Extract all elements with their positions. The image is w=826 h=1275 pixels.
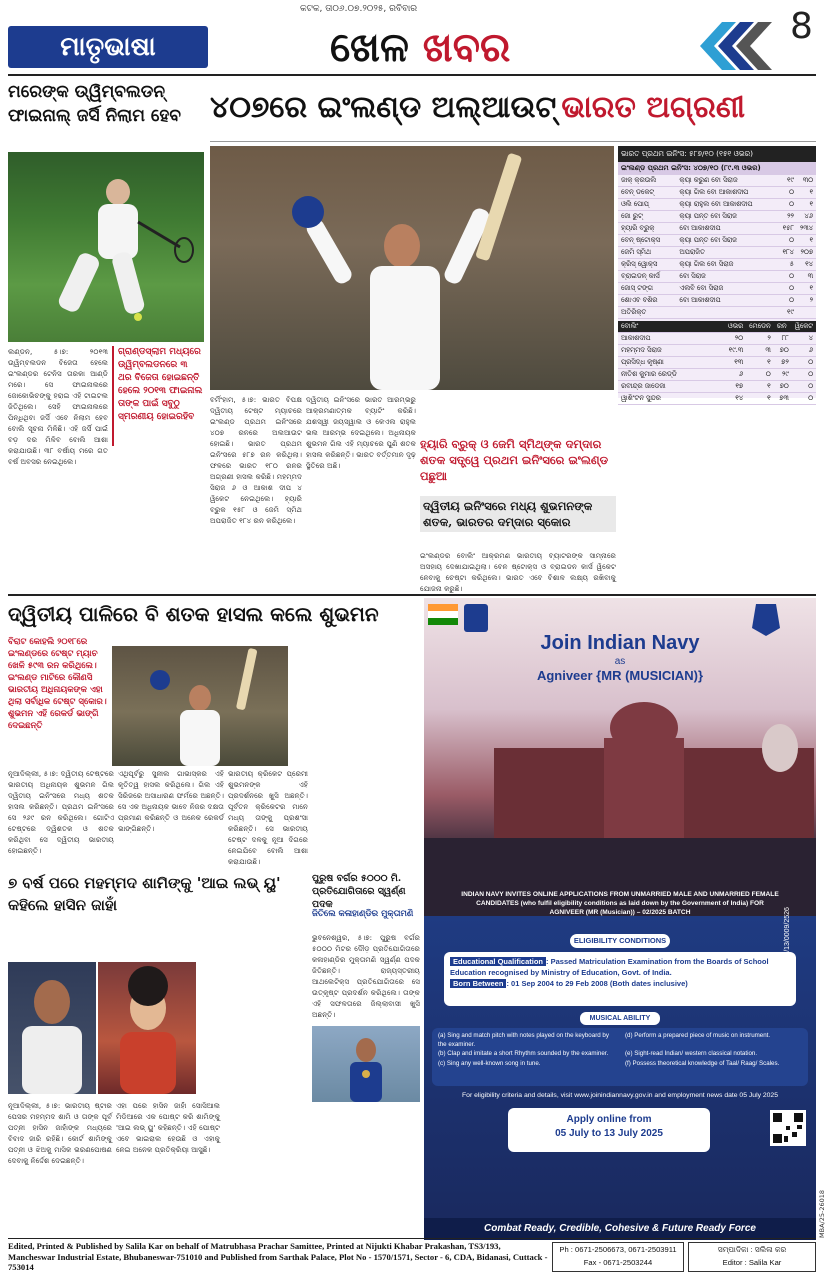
edu-text: : Passed Matriculation Examination from the Boards of School Education recognised by Ministry of Education, Govt. of India. [450, 957, 769, 977]
batter-name: ଓଲି ପୋପ୍ [618, 199, 676, 211]
runs: ୨୨ [779, 211, 797, 223]
main-body-3: ଇଂଲଣ୍ଡର ବୋଲିଂ ଆକ୍ରମଣ ଭାରତୀୟ ବ୍ୟାଟରଙ୍କ ସାମ୍ନାରେ ଅସହାୟ ଦେଖାଯାଇଥିଲା। ବେନ ଷ୍ଟୋକ୍ସ ଓ ବ୍ରାଇଡନ କାର୍ସ ୱିକେଟ ନେବାକୁ ଚେଷ୍ଟା କରିଥିଲେ। ଭାରତ ଏବେ ବିଶାଳ ଲକ୍ଷ୍ୟ ରଖିବାକୁ ଯୋଜନା କରୁଛି। [420, 551, 616, 593]
dismissal: ବୋ ଆକାଶଦୀପ [676, 223, 778, 235]
dismissal: ବୋ ଆକାଶଦୀପ [676, 295, 778, 307]
section-title-part2: ଖବର [422, 24, 511, 71]
gill-celebration-photo [210, 146, 614, 390]
balls: ୨ [797, 295, 816, 307]
athletics-body-2 [312, 1106, 420, 1236]
balls: ୧ [797, 235, 816, 247]
balls: ୪୬ [797, 211, 816, 223]
athletics-headline: ପୁରୁଷ ବର୍ଗର ୫୦୦୦ ମି. ପ୍ରତିଯୋଗିତାରେ ସ୍ୱର୍ଣ୍ଣ ପଦକ [312, 873, 406, 910]
runs-conceded: ୭୨ [774, 357, 792, 369]
footer-contact [552, 1242, 684, 1272]
masthead-rule [8, 74, 816, 76]
batting-row [618, 295, 816, 307]
hasin-jahan-photo [98, 962, 196, 1094]
chevron-brand-icon [692, 20, 772, 72]
balls: ୨୦୭ [797, 247, 816, 259]
bowling-row [618, 333, 816, 345]
balls: ୨୩୪ [797, 223, 816, 235]
bowling-row [618, 393, 816, 405]
dismissal: କ୍ୟା ପନ୍ତ ବୋ ସିରାଜ [676, 211, 778, 223]
bowling-table [618, 321, 816, 405]
shami-body-2: ଏହା ପରେ ହାସିନ ଜାହାଁ ସୋସିଆଲ ମିଡିଆରେ ଏକ ପୋଷ୍ଟ କରି ଶାମିଙ୍କୁ 'ଆଇ ଲଭ୍ ୟୁ' କହିଛନ୍ତି। ଏହି ପୋଷ୍ଟ ଏବେ ଭାଇରାଲ ହେଉଛି ଓ ଏହାକୁ ନେଇ ଅନେକ ପ୍ରତିକ୍ରିୟା ଆସୁଛି। [116, 1101, 220, 1154]
bowler-name: ଆକାଶଦୀପ [618, 333, 725, 345]
athletics-subhead: ଜିତିଲେ କଳାହାଣ୍ଡିର ମୁକ୍ତାମଣି [312, 909, 414, 919]
overs: ୧୭ [725, 381, 746, 393]
balls: ୧ [797, 199, 816, 211]
footer-editor-english: Editor : Salila Kar [722, 1258, 782, 1267]
batter-name: ବେନ୍ ଡକେଟ୍ [618, 187, 676, 199]
main-headline-part1: ୪୦୭ରେ ଇଂଲଣ୍ଡ ଅଲ୍‌ଆଉଟ୍ [210, 90, 557, 125]
overs: ୬ [725, 369, 746, 381]
navy-ad-cbc-code: CBC 10701/13/0009/2526 [784, 907, 791, 988]
maidens: ୧ [746, 357, 774, 369]
shami-body-3 [224, 962, 308, 1236]
dismissal: ବୋ ସିରାଜ [676, 271, 778, 283]
edu-label: Educational Qualification [450, 957, 546, 966]
runs-conceded: ୨୯ [774, 369, 792, 381]
navy-ad-details-text: For eligibility criteria and details, visit www.joinindiannavy.gov.in and employment news date 05 July 2025 [462, 1092, 778, 1099]
maidens: ୧ [746, 393, 774, 405]
batting-row [618, 235, 816, 247]
footer-imprint: Edited, Printed & Published by Salila Kar on behalf of Matrubhasa Prachar Samittee, Printed at Nijukti Khabar Prakashan, TS3/193, Mancheswar Industrial Estate, Bhubaneswar-751010 and Published from Sarthak Palace, Plot No - 1570/1571, Sector - 6, CDA, Bidanasi, Cuttack - 753014 [8, 1241, 548, 1272]
runs: ୦ [779, 271, 797, 283]
batting-row [618, 307, 816, 319]
gill-body-2: ଏଥିପୂର୍ବରୁ ସୁନୀଲ ଗାଭାସ୍କର ଏହି କୃତିତ୍ୱ ହାସଲ କରିଥିଲେ। ଗିଲ ଏହି ସିରିଜରେ ଅସାଧାରଣ ଫର୍ମରେ ଅଛନ୍ତି। ସେ ଏକ ଅଧିନାୟକ ଭାବେ ନିଜର ଦକ୍ଷତା ପ୍ରମାଣ କରିଛନ୍ତି ଓ ଅନେକ ରେକର୍ଡ ଭାଙ୍ଗିଛନ୍ତି। [118, 769, 224, 833]
overs: ୧୩ [725, 357, 746, 369]
footer-rule [8, 1238, 816, 1239]
wickets: ୦ [792, 393, 816, 405]
navy-ad-title: Join Indian Navy [540, 632, 700, 654]
balls: ୩ [797, 271, 816, 283]
scorecard-england-title: ଇଂଲଣ୍ଡ ପ୍ରଥମ ଇନିଂସ: ୪୦୭/୧୦ (୮୯.୩ ଓଭର) [618, 162, 816, 175]
runs-conceded: ୭୦ [774, 345, 792, 357]
athlete-medal-photo [312, 1026, 420, 1102]
balls [797, 307, 816, 319]
overs: ୨୦ [725, 333, 746, 345]
musical-ability-item: (f) Possess theoretical knowledge of Taal/ Raag/ Scales. [625, 1059, 780, 1067]
runs: ୦ [779, 187, 797, 199]
murray-body: ଲଣ୍ଡନ, ୫।୭: ୨୦୧୩ ଉ୍ୱିମ୍ବଲଡନ ବିଜେତା ହେଲେ ଇଂଲଣ୍ଡର ଟେନିସ ତାରକା ଆଣ୍ଡି ମରେ। ସେ ଫାଇନାଲରେ ଜୋକୋଭିଚଙ୍କୁ ହରାଇ ଏହି ଟାଇଟଲ ଜିତିଥିଲେ। ସେହି ଫାଇନାଲରେ ପିନ୍ଧିଥିବା ଜର୍ସି ଏବେ ନିଲାମ ହେବ ବୋଲି ସୂଚନା ମିଳିଛି। ଏହି ଜର୍ସି ପାଇଁ ବଡ଼ ଦର ମିଳିବ ବୋଲି ଆଶା କରାଯାଉଛି। ୩୮ ବର୍ଷୀୟ ମରେ ଗତ ବର୍ଷ ଅବସର ନେଇଥିଲେ। [8, 347, 108, 466]
scorecard [618, 146, 816, 402]
apply-online-box [508, 1108, 710, 1152]
bowling-header-cell: ୱିକେଟ [792, 321, 816, 333]
maidens: ୩ [746, 345, 774, 357]
footer-editor [688, 1242, 816, 1272]
section-title [330, 24, 510, 71]
batting-row [618, 247, 816, 259]
page-number: 8 [790, 6, 813, 47]
dismissal: କ୍ୟା କରୁଣ ବୋ ସିରାଜ [676, 175, 778, 187]
dismissal: ଅପରାଜିତ [676, 247, 778, 259]
batting-row [618, 223, 816, 235]
batting-row [618, 283, 816, 295]
wickets: ୦ [792, 357, 816, 369]
main-subhead-1: ହ୍ୟାରି ବ୍ରୁକ୍ ଓ ଜେମି ସ୍ମିଥ୍‌ଙ୍କ ଦମ୍‌ଦାର ଶତକ ସତ୍ତ୍ୱେ ପ୍ରଥମ ଇନିଂସରେ ଇଂଲଣ୍ଡ ପଛୁଆ [420, 437, 609, 483]
section-title-part1: ଖେଳ [330, 24, 409, 71]
gill-body-3: ଭାରତୀୟ କ୍ରିକେଟ ପ୍ରେମୀ ଶୁଭମନଙ୍କ ଏହି ପ୍ରଦର୍ଶନରେ ଖୁସି ଅଛନ୍ତି। ପୂର୍ବତନ କ୍ରିକେଟର ମାନେ ମଧ୍ୟ ତାଙ୍କୁ ପ୍ରଶଂସା କରିଛନ୍ତି। ସେ ଭାରତୀୟ ଟେଷ୍ଟ ଦଳକୁ ନୂଆ ଦିଗରେ ନେଇଯିବେ ବୋଲି ଆଶା କରାଯାଉଛି। [228, 769, 308, 866]
batter-name: ଜେମି ସ୍ମିଥ [618, 247, 676, 259]
dismissal: କ୍ୟା ପନ୍ତ ବୋ ସିରାଜ [676, 235, 778, 247]
musical-ability-item: (b) Clap and imitate a short Rhythm sounded by the examiner. [438, 1050, 609, 1057]
runs: ୦ [779, 283, 797, 295]
main-body-4 [620, 404, 816, 590]
athletics-body: ଭୁବନେଶ୍ୱର, ୫।୭: ପୁରୁଷ ବର୍ଗର ୫୦୦୦ ମିଟର ଦୌଡ଼ ପ୍ରତିଯୋଗିତାରେ କଳାହାଣ୍ଡିର ମୁକ୍ତାମଣି ସ୍ୱର୍ଣ୍ଣ ପଦକ ଜିତିଛନ୍ତି। ରାଜ୍ୟସ୍ତରୀୟ ଆଥଲେଟିକ୍ସ ପ୍ରତିଯୋଗିତାରେ ସେ ଉତ୍କୃଷ୍ଟ ପ୍ରଦର୍ଶନ କରିଥିଲେ। ତାଙ୍କ ଏହି ସଫଳତାରେ ଜିଲ୍ଲାବାସୀ ଖୁସି ଅଛନ୍ତି। [312, 933, 420, 1019]
born-label: Born Between [450, 979, 506, 988]
murray-pullquote: ଗ୍ରାଣ୍ଡସ୍ଲାମ ମଧ୍ୟରେ ଉ୍ୱିମ୍ବଲଡନରେ ୩ ଥର ବିଜେତା ହୋଇଛନ୍ତି ହେଲେ ୨୦୧୩ ଫାଇନାଲ ତାଙ୍କ ପାଇଁ ସବୁଠୁ ସ୍ମରଣୀୟ ହୋଇରହିବ [112, 346, 204, 446]
musical-ability-item: (d) Perform a prepared piece of music on instrument. [625, 1032, 771, 1039]
batter-name: ହ୍ୟାରି ବ୍ରୁକ୍ [618, 223, 676, 235]
wickets: ୦ [792, 369, 816, 381]
wickets: ୬ [792, 345, 816, 357]
murray-headline: ମରେଙ୍କ ଉ୍ୱିମ୍ବଲଡନ୍ ଫାଇନାଲ୍ ଜର୍ସି ନିଲାମ ହେବ [8, 82, 181, 126]
runs: ୧୫୮ [779, 223, 797, 235]
apply-title: Apply online from [566, 1114, 652, 1125]
batting-row [618, 175, 816, 187]
gill-body-4 [312, 646, 418, 864]
wickets: ୦ [792, 381, 816, 393]
gill-pullquote: ବିରାଟ କୋହଲି ୨୦୧୮ରେ ଇଂଲଣ୍ଡରେ ଟେଷ୍ଟ ମ୍ୟାଚ ଖେଳି ୫୯୩ ରନ କରିଥିଲେ। ଇଂଲଣ୍ଡ ମାଟିରେ କୌଣସି ଭାରତୀୟ ଅଧିନାୟକଙ୍କ ଏହା ଥିଲା ସର୍ବାଧିକ ଟେଷ୍ଟ ସ୍କୋର। ଶୁଭମନ ଏହି ରେକର୍ଡ ଭାଙ୍ଗି ଦେଇଛନ୍ତି [8, 637, 107, 731]
bowler-name: ନୀତିଶ କୁମାର ରେଡ୍ଡି [618, 369, 725, 381]
dismissal: କ୍ୟା ଗିଲ ବୋ ସିରାଜ [676, 259, 778, 271]
batter-name: ଜୋ ରୁଟ୍ [618, 211, 676, 223]
batting-row [618, 187, 816, 199]
footer-phone: Ph : 0671-2506673, 0671-2503911 [559, 1245, 677, 1254]
overs: ୧୯.୩ [725, 345, 746, 357]
eligibility-title: ELIGIBILITY CONDITIONS [570, 934, 670, 948]
dateline: କଟକ, ତା୦୬.୦୭.୨୦୨୫, ରବିବାର [300, 4, 418, 14]
bowler-name: ପ୍ରସିଦ୍ଧ କୃଷ୍ଣା [618, 357, 725, 369]
section-rule [8, 594, 816, 596]
apply-dates: 05 July to 13 July 2025 [555, 1128, 663, 1139]
main-headline [210, 80, 816, 142]
gill-headline: ଦ୍ୱିତୀୟ ପାଳିରେ ବି ଶତକ ହାସଲ କଲେ ଶୁଭମନ [8, 602, 379, 626]
batter-name: ବେନ୍ ଷ୍ଟୋକ୍ସ [618, 235, 676, 247]
navy-ad-as: as [614, 656, 626, 667]
runs: ୧୮୪ [779, 247, 797, 259]
bowling-header-cell: ରନ [774, 321, 792, 333]
born-text: : 01 Sep 2004 to 29 Feb 2008 (Both dates inclusive) [506, 979, 688, 988]
wickets: ୪ [792, 333, 816, 345]
runs: ୧୯ [779, 175, 797, 187]
runs: ୦ [779, 295, 797, 307]
runs-conceded: ୮୮ [774, 333, 792, 345]
musical-ability-item: (e) Sight-read Indian/ western classical notation. [625, 1050, 758, 1057]
maidens: ୨ [746, 333, 774, 345]
main-subhead-2: ଦ୍ୱିତୀୟ ଇନିଂସରେ ମଧ୍ୟ ଶୁଭମନଙ୍କ ଶତକ, ଭାରତର ଦମ୍‌ଦାର ସ୍କୋର [420, 496, 616, 532]
runs: ୫ [779, 259, 797, 271]
bowler-name: ରବୀନ୍ଦ୍ର ଜାଡେଜା [618, 381, 725, 393]
bowler-name: ମହମ୍ମଦ ସିରାଜ [618, 345, 725, 357]
batter-name: ଶୋଏବ ବଶିର [618, 295, 676, 307]
batting-row [618, 199, 816, 211]
bowling-row [618, 369, 816, 381]
footer-fax: Fax - 0671-2503244 [583, 1258, 653, 1267]
runs: ୦ [779, 235, 797, 247]
main-headline-part2: ଭାରତ ଅଗ୍ରଣୀ [561, 90, 746, 125]
footer-editor-odia: ସମ୍ପାଦିକା : ସଲିଳା କର [717, 1245, 787, 1254]
dismissal [676, 307, 778, 319]
runs-conceded: ୭୦ [774, 381, 792, 393]
batting-table [618, 175, 816, 319]
batting-row [618, 211, 816, 223]
balls: ୩୦ [797, 175, 816, 187]
musical-ability-box [432, 1028, 808, 1086]
batting-row [618, 259, 816, 271]
main-body-1: ବର୍ମିଂହାମ, ୫।୭: ଭାରତ ବିପକ୍ଷ ଦ୍ୱିତୀୟ ଟେଷ୍ଟ ମ୍ୟାଚରେ ଇଂଲଣ୍ଡ ପ୍ରଥମ ଇନିଂସରେ ୪୦୭ ରନରେ ଅଲଆଉଟ ହୋଇଛି। ଭାରତ ପ୍ରଥମ ଇନିଂସରେ ୫୮୭ ରନ କରିଥିଲା। ଫଳରେ ଭାରତ ୧୮୦ ରନର ଅଗ୍ରଣୀ ହାସଲ କରିଛି। ମହମ୍ମଦ ସିରାଜ ୬ ଓ ଆକାଶ ଦୀପ ୪ ୱିକେଟ ନେଇଥିଲେ। ହ୍ୟାରି ବ୍ରୁକ ୧୫୮ ଓ ଜେମି ସ୍ମିଥ ଅପରାଜିତ ୧୮୪ ରନ କରିଥିଲେ। [210, 395, 302, 525]
dismissal: ଏଲବି ବୋ ସିରାଜ [676, 283, 778, 295]
bowler-name: ୱାଶିଂଟନ ସୁନ୍ଦର [618, 393, 725, 405]
qr-code-icon [770, 1110, 806, 1146]
batter-name: କ୍ରିସ୍ ୱୋକ୍ସ [618, 259, 676, 271]
musical-ability-title: MUSICAL ABILITY [580, 1012, 660, 1025]
balls: ୧୪ [797, 259, 816, 271]
newspaper-logo: ମାତୃଭାଷା [8, 26, 208, 68]
balls: ୧ [797, 187, 816, 199]
runs-conceded: ୭୩ [774, 393, 792, 405]
bowling-header-cell: ଓଭର [725, 321, 746, 333]
indian-navy-advertisement [424, 598, 816, 1240]
bowling-row [618, 345, 816, 357]
main-body-2: ଦ୍ୱିତୀୟ ଇନିଂସରେ ଭାରତ ଆରମ୍ଭରୁ ଆକ୍ରମଣାତ୍ମକ ବ୍ୟାଟିଂ କରିଛି। ଯଶସ୍ୱୀ ଜୟସ୍ୱାଲ ଓ କେଏଲ ରାହୁଲ ଭଲ ଆରମ୍ଭ ଦେଇଥିଲେ। ଅଧିନାୟକ ଶୁଭମନ ଗିଲ ଏହି ମ୍ୟାଚରେ ପୁଣି ଶତକ ହାସଲ କରିଛନ୍ତି। ଭାରତ ବର୍ତ୍ତମାନ ଦୃଢ଼ ସ୍ଥିତିରେ ଅଛି। [306, 395, 416, 470]
gill-bat-raised-photo [112, 646, 288, 766]
murray-photo [8, 152, 204, 342]
bowling-row [618, 357, 816, 369]
mba-code: MBA/25-26018 [818, 1190, 826, 1238]
scorecard-title: ଭାରତ ପ୍ରଥମ ଇନିଂସ: ୫୮୭/୧୦ (୧୫୧ ଓଭର) [618, 146, 816, 162]
shami-headline: ୭ ବର୍ଷ ପରେ ମହମ୍ମଦ ଶାମିଙ୍କୁ 'ଆଇ ଲଭ୍ ୟୁ' କହିଲେ ହାସିନ ଜାହାଁ [8, 874, 281, 914]
musical-ability-item: (c) Sing any well-known song in tune. [438, 1059, 541, 1067]
batter-name: ଜାକ୍ କ୍ରଉଲି [618, 175, 676, 187]
shami-photo [8, 962, 96, 1094]
balls: ୧ [797, 283, 816, 295]
dismissal: କ୍ୟା ଗିଲ ବୋ ଆକାଶଦୀପ [676, 187, 778, 199]
batter-name: ବ୍ରାଇଡନ୍ କାର୍ସ [618, 271, 676, 283]
eligibility-box [444, 952, 796, 1006]
bowling-row [618, 381, 816, 393]
batter-name: ଅତିରିକ୍ତ [618, 307, 676, 319]
batter-name: ଜୋସ୍ ଟଙ୍ଗ [618, 283, 676, 295]
runs: ୧୯ [779, 307, 797, 319]
maidens: ୦ [746, 369, 774, 381]
navy-ad-tagline: Combat Ready, Credible, Cohesive & Future Ready Force [424, 1218, 816, 1240]
maidens: ୧ [746, 381, 774, 393]
shami-body-1: ନୂଆଦିଲ୍ଲୀ, ୫।୭: ଭାରତୀୟ ଷ୍ଟାର ପେସର ମହମ୍ମଦ ଶାମି ଓ ତାଙ୍କ ପୂର୍ବ ପତ୍ନୀ ହାସିନ ଜାହାଁଙ୍କ ମଧ୍ୟରେ ବିବାଦ ଜାରି ରହିଛି। କୋର୍ଟ ଶାମିଙ୍କୁ ପତ୍ନୀ ଓ ଝିଅକୁ ମାସିକ ଭରଣପୋଷଣ ଦେବାକୁ ନିର୍ଦ୍ଦେଶ ଦେଇଛନ୍ତି। [8, 1101, 112, 1165]
overs: ୧୪ [725, 393, 746, 405]
murray-body-2 [112, 452, 204, 592]
bowling-header-cell: ମେଡେନ [746, 321, 774, 333]
dismissal: କ୍ୟା ରାହୁଲ ବୋ ଆକାଶଦୀପ [676, 199, 778, 211]
gill-body-1: ନୂଆଦିଲ୍ଲୀ, ୫।୭: ଦ୍ୱିତୀୟ ଟେଷ୍ଟରେ ଭାରତୀୟ ଅଧିନାୟକ ଶୁଭମନ ଗିଲ ଦ୍ୱିତୀୟ ଇନିଂସରେ ମଧ୍ୟ ଶତକ ହାସଲ କରିଛନ୍ତି। ପ୍ରଥମ ଇନିଂସରେ ସେ ୨୬୯ ରନ କରିଥିଲେ। ଗୋଟିଏ ଟେଷ୍ଟରେ ଦ୍ୱିଶତକ ଓ ଶତକ କରିଥିବା ସେ ଦ୍ୱିତୀୟ ଭାରତୀୟ ହୋଇଛନ୍ତି। [8, 769, 114, 855]
musical-ability-item: (a) Sing and match pitch with notes played on the keyboard by the examiner. [438, 1032, 609, 1048]
navy-ad-invite: INDIAN NAVY INVITES ONLINE APPLICATIONS FROM UNMARRIED MALE AND UNMARRIED FEMALE CANDIDATES (who fulfil eligibility conditions as laid down by the Government of India) FOR AGNIVEER (MR (Musician)) – 02/2025 BATCH [461, 891, 779, 916]
navy-ad-subtitle: Agniveer {MR (MUSICIAN)} [536, 668, 704, 683]
bowling-header-cell: ବୋଲିଂ [618, 321, 725, 333]
batting-row [618, 271, 816, 283]
runs: ୦ [779, 199, 797, 211]
